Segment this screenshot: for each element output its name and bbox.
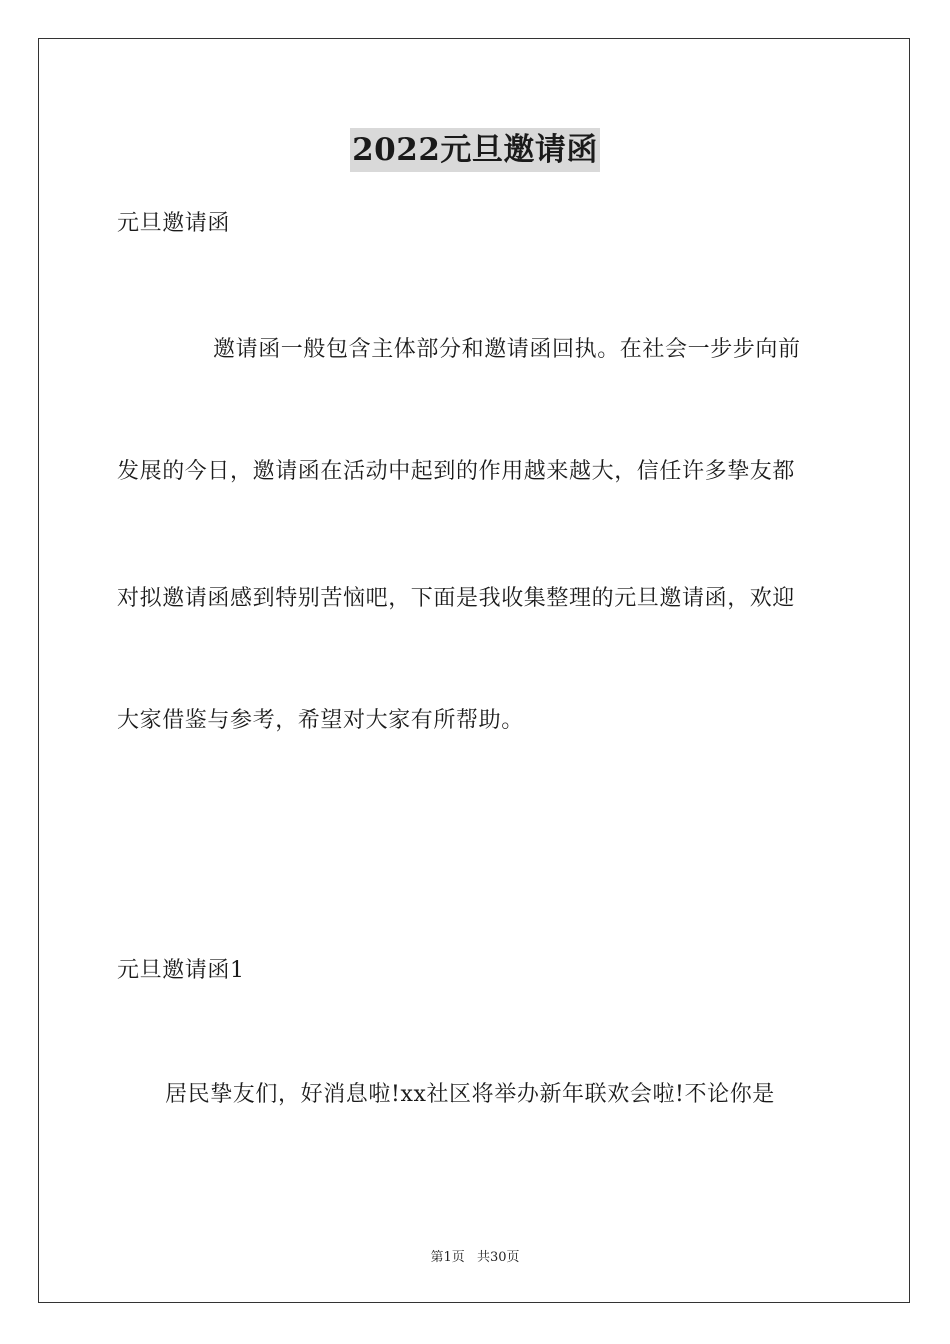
paragraph-line: 邀请函一般包含主体部分和邀请函回执。在社会一步步向前 xyxy=(213,337,801,362)
title-container xyxy=(0,128,950,172)
document-subtitle: 元旦邀请函 xyxy=(117,211,231,236)
page-number: 第1页 xyxy=(430,1250,465,1265)
section-heading: 元旦邀请函1 xyxy=(117,958,245,983)
paragraph-line: 居民挚友们，好消息啦!xx社区将举办新年联欢会啦!不论你是 xyxy=(165,1082,775,1107)
paragraph-line: 大家借鉴与参考，希望对大家有所帮助。 xyxy=(117,708,524,733)
page-total: 共30页 xyxy=(476,1250,520,1265)
document-title: 2022元旦邀请函 xyxy=(350,128,600,172)
page-footer xyxy=(0,1246,950,1265)
paragraph-line: 发展的今日，邀请函在活动中起到的作用越来越大，信任许多挚友都 xyxy=(117,459,796,484)
paragraph-line: 对拟邀请函感到特别苦恼吧，下面是我收集整理的元旦邀请函，欢迎 xyxy=(117,586,796,611)
